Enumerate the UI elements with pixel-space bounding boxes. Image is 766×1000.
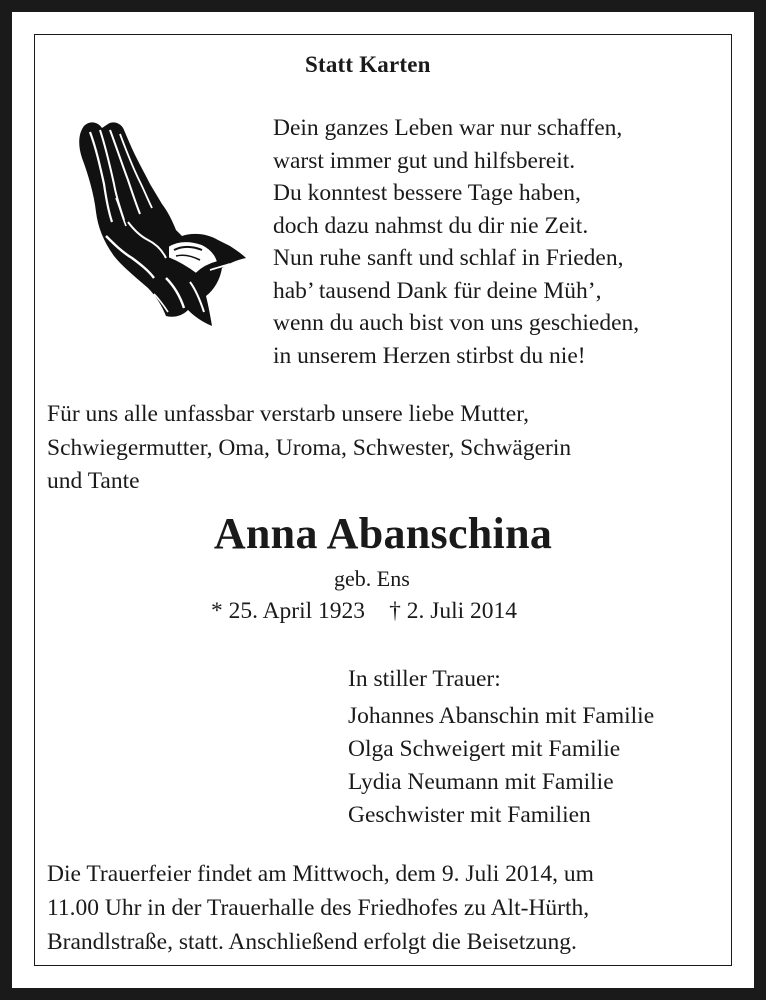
birth-date: * 25. April 1923 (211, 598, 366, 624)
poem-line: Du konntest bessere Tage haben, (273, 180, 581, 206)
funeral-notice (47, 857, 594, 959)
poem-line: wenn du auch bist von uns geschieden, (273, 310, 640, 336)
funeral-line: Die Trauerfeier findet am Mittwoch, dem 9. Juli 2014, um (47, 861, 594, 887)
mourners-list (348, 700, 654, 832)
intro-text (47, 398, 571, 499)
poem-line: in unserem Herzen stirbst du nie! (273, 342, 586, 369)
poem-line: Nun ruhe sanft und schlaf in Frieden, (273, 245, 624, 271)
intro-line: und Tante (47, 468, 140, 494)
poem-line: hab’ tausend Dank für deine Müh’, (273, 277, 602, 304)
death-date: † 2. Juli 2014 (389, 598, 518, 624)
poem-line: Dein ganzes Leben war nur schaffen, (273, 115, 623, 141)
poem (273, 112, 639, 372)
poem-line: warst immer gut und hilfsbereit. (273, 147, 576, 174)
funeral-line: 11.00 Uhr in der Trauerhalle des Friedhofes zu Alt-Hürth, (47, 895, 590, 921)
funeral-line: Brandlstraße, statt. Anschließend erfolgt die Beisetzung. (47, 929, 577, 955)
mourner: Geschwister mit Familien (348, 802, 591, 828)
maiden-name: geb. Ens (334, 566, 410, 591)
mourners-label: In stiller Trauer: (348, 666, 501, 692)
heading: Statt Karten (305, 52, 431, 77)
mourner: Olga Schweigert mit Familie (348, 736, 621, 762)
praying-hands-icon (70, 118, 248, 332)
poem-line: doch dazu nahmst du dir nie Zeit. (273, 212, 589, 239)
intro-line: Schwiegermutter, Oma, Uroma, Schwester, Schwägerin (47, 434, 572, 461)
mourner: Lydia Neumann mit Familie (348, 769, 614, 795)
life-dates (211, 598, 517, 625)
intro-line: Für uns alle unfassbar verstarb unsere liebe Mutter, (47, 401, 529, 427)
deceased-name: Anna Abanschina (213, 509, 553, 558)
mourner: Johannes Abanschin mit Familie (348, 703, 655, 729)
